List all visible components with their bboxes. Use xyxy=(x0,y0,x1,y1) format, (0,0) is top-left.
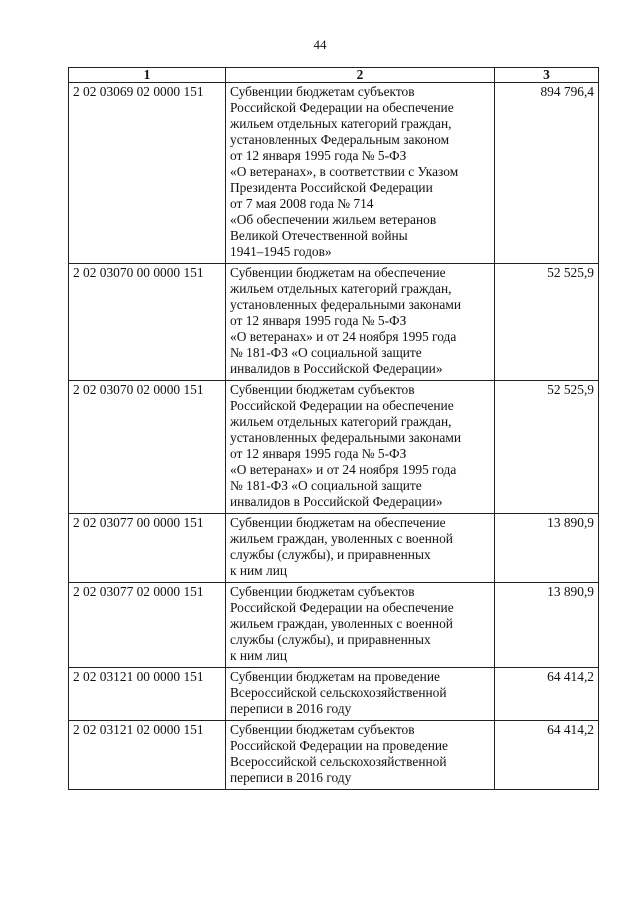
column-header-2: 2 xyxy=(226,68,495,83)
description-line: жильем отдельных категорий граждан, xyxy=(230,414,452,429)
description-line: инвалидов в Российской Федерации» xyxy=(230,361,443,376)
description-line: № 181-ФЗ «О социальной защите xyxy=(230,345,422,360)
page-number: 44 xyxy=(313,37,327,52)
table-row xyxy=(69,381,599,514)
description-line: «Об обеспечении жильем ветеранов xyxy=(230,212,437,227)
table-row xyxy=(69,721,599,790)
description-line: Великой Отечественной войны xyxy=(230,228,408,243)
revenue-description xyxy=(226,514,495,583)
classification-code: 2 02 03069 02 0000 151 xyxy=(69,83,226,264)
table-row xyxy=(69,83,599,264)
description-line: жильем граждан, уволенных с военной xyxy=(230,616,453,631)
classification-code: 2 02 03121 00 0000 151 xyxy=(69,668,226,721)
revenue-description xyxy=(226,381,495,514)
revenue-description xyxy=(226,583,495,668)
description-line: № 181-ФЗ «О социальной защите xyxy=(230,478,422,493)
description-line: переписи в 2016 году xyxy=(230,770,352,785)
description-line: Субвенции бюджетам субъектов xyxy=(230,84,415,99)
amount-value: 894 796,4 xyxy=(495,83,599,264)
description-line: от 12 января 1995 года № 5-ФЗ xyxy=(230,313,407,328)
description-line: установленных Федеральным законом xyxy=(230,132,450,147)
description-line: Всероссийской сельскохозяйственной xyxy=(230,685,447,700)
amount-value: 52 525,9 xyxy=(495,264,599,381)
description-line: Субвенции бюджетам на обеспечение xyxy=(230,515,446,530)
description-line: инвалидов в Российской Федерации» xyxy=(230,494,443,509)
classification-code: 2 02 03077 02 0000 151 xyxy=(69,583,226,668)
revenue-description xyxy=(226,668,495,721)
column-header-1: 1 xyxy=(69,68,226,83)
amount-value: 64 414,2 xyxy=(495,721,599,790)
description-line: службы (службы), и приравненных xyxy=(230,632,431,647)
description-line: Субвенции бюджетам субъектов xyxy=(230,382,415,397)
classification-code: 2 02 03070 02 0000 151 xyxy=(69,381,226,514)
description-line: от 7 мая 2008 года № 714 xyxy=(230,196,374,211)
description-line: Всероссийской сельскохозяйственной xyxy=(230,754,447,769)
description-line: Российской Федерации на обеспечение xyxy=(230,100,454,115)
description-line: к ним лиц xyxy=(230,563,288,578)
classification-code: 2 02 03077 00 0000 151 xyxy=(69,514,226,583)
table-row xyxy=(69,264,599,381)
description-line: установленных федеральными законами xyxy=(230,297,462,312)
description-line: Субвенции бюджетам на обеспечение xyxy=(230,265,446,280)
description-line: 1941–1945 годов» xyxy=(230,244,332,259)
table-row xyxy=(69,668,599,721)
classification-code: 2 02 03121 02 0000 151 xyxy=(69,721,226,790)
description-line: жильем граждан, уволенных с военной xyxy=(230,531,453,546)
description-line: от 12 января 1995 года № 5-ФЗ xyxy=(230,148,407,163)
description-line: от 12 января 1995 года № 5-ФЗ xyxy=(230,446,407,461)
description-line: «О ветеранах» и от 24 ноября 1995 года xyxy=(230,462,457,477)
description-line: «О ветеранах» и от 24 ноября 1995 года xyxy=(230,329,457,344)
description-line: Президента Российской Федерации xyxy=(230,180,433,195)
amount-value: 64 414,2 xyxy=(495,668,599,721)
description-line: Российской Федерации на обеспечение xyxy=(230,600,454,615)
table-body xyxy=(69,83,599,790)
description-line: к ним лиц xyxy=(230,648,288,663)
table-row xyxy=(69,514,599,583)
classification-code: 2 02 03070 00 0000 151 xyxy=(69,264,226,381)
revenue-description xyxy=(226,721,495,790)
description-line: «О ветеранах», в соответствии с Указом xyxy=(230,164,459,179)
table-row xyxy=(69,583,599,668)
amount-value: 13 890,9 xyxy=(495,583,599,668)
description-line: Субвенции бюджетам субъектов xyxy=(230,722,415,737)
description-line: службы (службы), и приравненных xyxy=(230,547,431,562)
description-line: жильем отдельных категорий граждан, xyxy=(230,281,452,296)
description-line: переписи в 2016 году xyxy=(230,701,352,716)
description-line: Субвенции бюджетам субъектов xyxy=(230,584,415,599)
description-line: Российской Федерации на проведение xyxy=(230,738,448,753)
revenue-description xyxy=(226,83,495,264)
table-header-row xyxy=(69,68,599,83)
description-line: установленных федеральными законами xyxy=(230,430,462,445)
budget-table xyxy=(68,67,599,790)
description-line: Субвенции бюджетам на проведение xyxy=(230,669,440,684)
column-header-3: 3 xyxy=(495,68,599,83)
description-line: Российской Федерации на обеспечение xyxy=(230,398,454,413)
revenue-description xyxy=(226,264,495,381)
description-line: жильем отдельных категорий граждан, xyxy=(230,116,452,131)
amount-value: 52 525,9 xyxy=(495,381,599,514)
amount-value: 13 890,9 xyxy=(495,514,599,583)
